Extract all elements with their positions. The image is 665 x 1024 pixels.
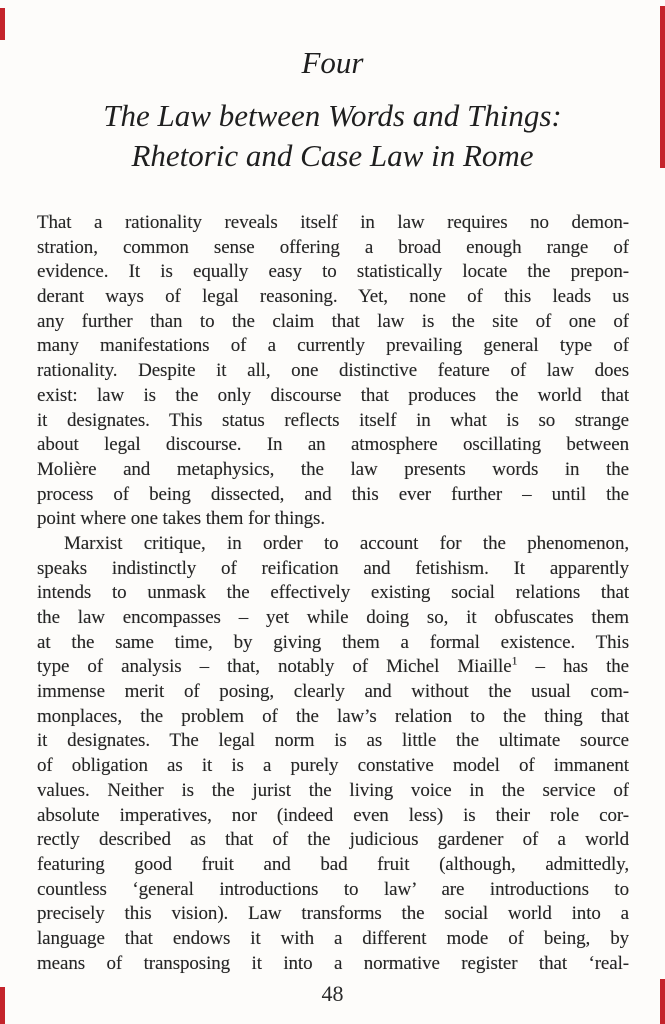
body-line: many manifestations of a currently prevailing general type of: [37, 335, 629, 357]
body-line: intends to unmask the effectively existing social relations that: [37, 582, 629, 604]
body-line: at the same time, by giving them a formal existence. This: [37, 631, 629, 653]
body-line: stration, common sense offering a broad enough range of: [37, 236, 629, 258]
chapter-number: Four: [301, 45, 364, 80]
body-text: [37, 211, 629, 976]
red-edge-mark-top-left: [0, 8, 5, 40]
body-line: monplaces, the problem of the law’s relation to the thing that: [37, 705, 629, 727]
body-line: rectly described as that of the judicious gardener of a world: [37, 829, 629, 851]
footnote-line-pre: type of analysis – that, notably of Michel Miaille: [37, 656, 512, 678]
body-line: Molière and metaphysics, the law presents words in the: [37, 458, 629, 480]
body-line: means of transposing it into a normative register that ‘real-: [37, 952, 629, 974]
body-line: language that endows it with a different mode of being, by: [37, 927, 629, 949]
body-line: it designates. This status reflects itself in what is so strange: [37, 409, 629, 431]
body-line: the law encompasses – yet while doing so, it obfuscates them: [37, 607, 629, 628]
body-line: featuring good fruit and bad fruit (although, admittedly,: [37, 853, 629, 875]
footnote-line-post: – has the: [517, 656, 629, 678]
body-line: about legal discourse. In an atmosphere oscillating between: [37, 434, 629, 456]
body-line: it designates. The legal norm is as little the ultimate source: [37, 730, 629, 752]
body-line: evidence. It is equally easy to statistically locate the prepon-: [37, 261, 629, 283]
body-line: point where one takes them for things.: [37, 508, 325, 530]
body-line: precisely this vision). Law transforms the social world into a: [37, 903, 629, 925]
body-line: derant ways of legal reasoning. Yet, none of this leads us: [37, 286, 629, 308]
chapter-title-line-1: The Law between Words and Things:: [103, 98, 562, 133]
body-line: of obligation as it is a purely constative model of immanent: [37, 755, 629, 777]
body-line: values. Neither is the jurist the living voice in the service of: [37, 779, 629, 801]
footnote-reference-1: 1: [511, 655, 518, 669]
red-edge-mark-top-right: [660, 6, 665, 168]
body-line: immense merit of posing, clearly and without the usual com-: [37, 681, 629, 703]
body-line: process of being dissected, and this ever further – until the: [37, 483, 629, 505]
body-line: countless ‘general introductions to law’ are introductions to: [37, 878, 629, 900]
body-line: rationality. Despite it all, one distinctive feature of law does: [37, 360, 629, 382]
body-line: speaks indistinctly of reification and fetishism. It apparently: [37, 557, 629, 579]
chapter-title-line-2: Rhetoric and Case Law in Rome: [131, 138, 534, 173]
body-line: absolute imperatives, nor (indeed even less) is their role cor-: [37, 804, 629, 826]
body-line-with-footnote-ref: [37, 655, 629, 680]
body-line: That a rationality reveals itself in law requires no demon-: [37, 212, 629, 233]
body-line: exist: law is the only discourse that produces the world that: [37, 384, 629, 406]
page-number: 48: [321, 981, 344, 1006]
chapter-title: [0, 96, 665, 176]
body-line: any further than to the claim that law is the site of one of: [37, 310, 629, 332]
body-line: Marxist critique, in order to account for the phenomenon,: [64, 532, 629, 554]
